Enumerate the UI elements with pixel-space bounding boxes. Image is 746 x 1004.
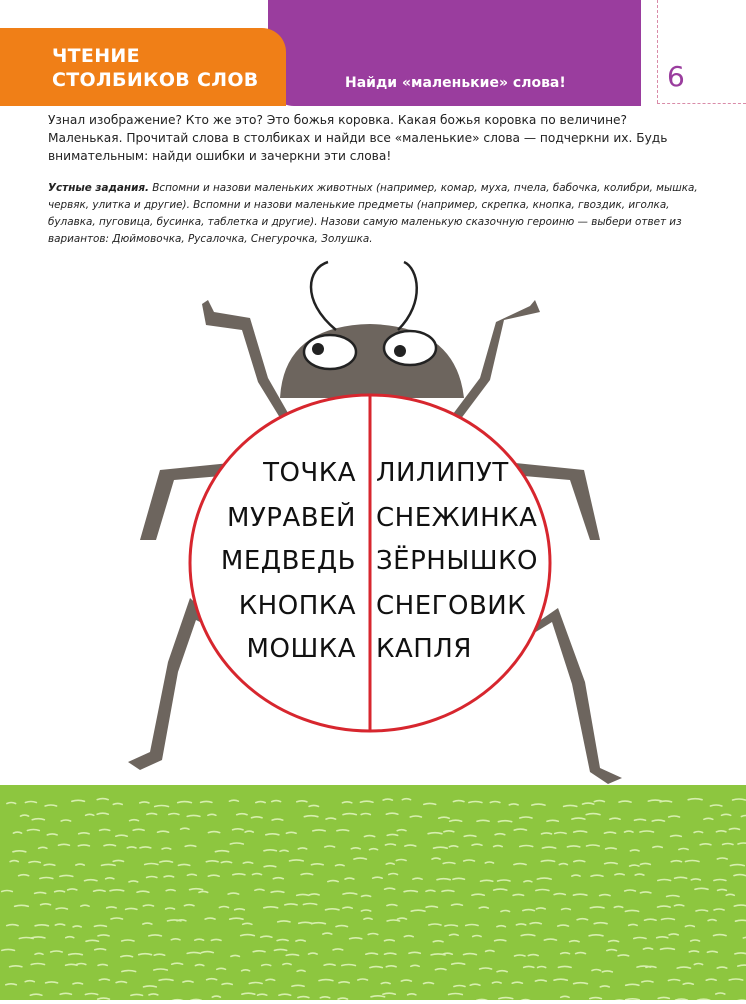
oral-tasks-label: Устные задания. [48, 182, 149, 194]
ladybug-antenna-right [398, 262, 417, 330]
ladybug-leg-upper-right [453, 300, 540, 420]
ladybug-word: МОШКА [247, 634, 356, 664]
ladybug-word: ТОЧКА [263, 458, 356, 488]
ladybug-word: МУРАВЕЙ [227, 503, 356, 533]
intro-paragraph: Узнал изображение? Кто же это? Это божья коровка. Какая божья коровка по величине? Маленькая. Прочитай слова в столбиках и найди все «маленькие» слова — подчеркни их. Будь внимательным: найди ошибки и зачеркни эти слова! [48, 111, 696, 165]
ladybug-word: МЕДВЕДЬ [221, 546, 356, 576]
ladybug-word: СНЕГОВИК [376, 591, 526, 621]
ladybug-antenna-left [311, 262, 336, 330]
section-title-line-1: ЧТЕНИЕ [52, 44, 259, 68]
page-number: 6 [667, 62, 685, 92]
ladybug-word: КНОПКА [239, 591, 356, 621]
ladybug-word: ЛИЛИПУТ [376, 458, 509, 488]
page-subtitle: Найди «маленькие» слова! [345, 75, 566, 91]
ladybug-leg-upper-left [202, 300, 292, 426]
ladybug-word: ЗЁРНЫШКО [376, 546, 538, 576]
oral-tasks-text: Вспомни и назови маленьких животных (например, комар, муха, пчела, бабочка, колибри, мышка, червяк, улитка и другие). Вспомни и назови маленькие предметы (например, скрепка, кнопка, гвоздик, иголка, булавка, пуговица, бусинка, таблетка и другие). Назови самую маленькую сказочную героиню — выбери ответ из вариантов: Дюймовочка, Русалочка, Снегурочка, Золушка. [48, 182, 698, 245]
section-title-line-2: СТОЛБИКОВ СЛОВ [52, 68, 259, 92]
ladybug-word: КАПЛЯ [376, 634, 472, 664]
ladybug-eye-left [304, 335, 356, 369]
ladybug-eye-right [384, 331, 436, 365]
ladybug-leg-lower-right [526, 608, 622, 784]
ladybug-word: СНЕЖИНКА [376, 503, 537, 533]
